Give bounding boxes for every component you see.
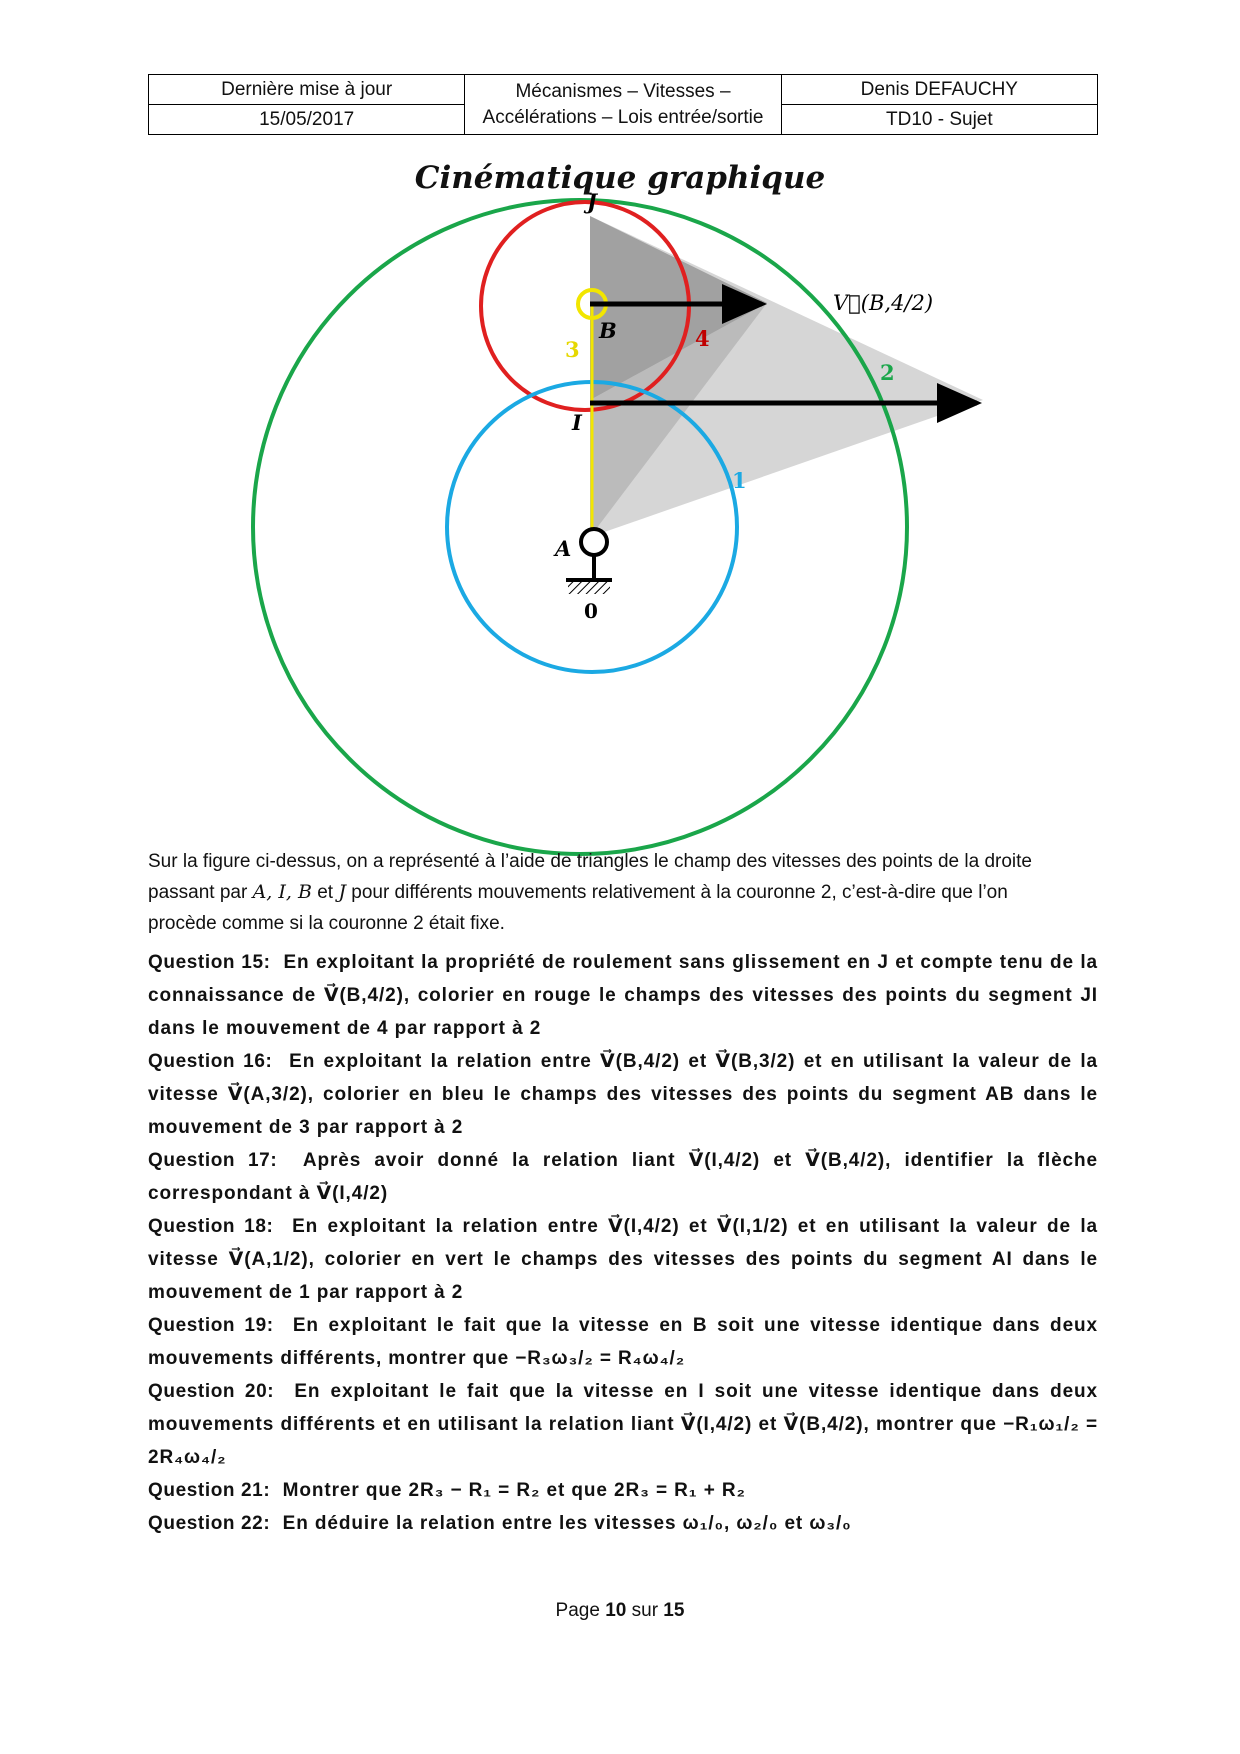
kinematics-figure xyxy=(0,0,1240,860)
label-ground: 0 xyxy=(584,599,598,623)
questions-list xyxy=(148,946,1098,1540)
label-b: B xyxy=(599,318,617,343)
question-17: Question 17: Après avoir donné la relation liant V⃗(I,4/2) et V⃗(B,4/2), identifier la flèche correspondant à V⃗(I,4/2) xyxy=(148,1150,1098,1204)
question-22: Question 22: En déduire la relation entre les vitesses ω₁/₀, ω₂/₀ et ω₃/₀ xyxy=(148,1513,852,1534)
label-a: A xyxy=(555,536,572,561)
header-date: 15/05/2017 xyxy=(149,105,465,135)
page-number: 10 xyxy=(605,1600,627,1621)
page-footer: Page 10 sur 15 xyxy=(555,1600,685,1621)
header-updated-label: Dernière mise à jour xyxy=(149,75,465,105)
question-21: Question 21: Montrer que 2R₃ − R₁ = R₂ et que 2R₃ = R₁ + R₂ xyxy=(148,1480,746,1501)
page-total: 15 xyxy=(663,1600,685,1621)
intro-line-1: Sur la figure ci-dessus, on a représenté à l’aide de triangles le champ des vitesses des points de la droite xyxy=(148,851,1032,872)
header-doc: TD10 - Sujet xyxy=(781,105,1097,135)
question-19: Question 19: En exploitant le fait que la vitesse en B soit une vitesse identique dans deux mouvements différents, montrer que −R₃ω₃/₂ = R₄ω₄/₂ xyxy=(148,1315,1099,1369)
header-subject-line2: Accélérations – Lois entrée/sortie xyxy=(482,106,764,128)
page-title: Cinématique graphique xyxy=(414,160,826,196)
label-part-4: 4 xyxy=(695,326,710,351)
header-author: Denis DEFAUCHY xyxy=(781,75,1097,105)
intro-line-3: procède comme si la couronne 2 était fixe. xyxy=(148,913,505,934)
label-part-1: 1 xyxy=(732,468,747,493)
label-part-3: 3 xyxy=(565,337,580,362)
intro-line-2: passant par A, I, B et J pour différents mouvements relativement à la couronne 2, c’est-à-dire que l’on xyxy=(148,881,1008,903)
label-vector-b: V⃗(B,4/2) xyxy=(833,291,934,315)
ground-hatch xyxy=(568,582,610,594)
label-part-2: 2 xyxy=(880,360,895,385)
question-15: Question 15: En exploitant la propriété de roulement sans glissement en J et compte tenu de la connaissance de V⃗(B,4/2), colorier en rouge le champs des vitesses des points du segment JI dans le mouvement de 4 par rapport à 2 xyxy=(148,952,1099,1039)
intro-paragraph xyxy=(148,846,1098,939)
question-18: Question 18: En exploitant la relation entre V⃗(I,4/2) et V⃗(I,1/2) et en utilisant la valeur de la vitesse V⃗(A,1/2), colorier en vert le champs des vitesses des points du segment AI dans le mouvement de 1 par rapport à 2 xyxy=(148,1216,1099,1303)
header-subject-line1: Mécanismes – Vitesses – xyxy=(515,80,731,102)
label-i: I xyxy=(572,410,582,435)
label-j: J xyxy=(587,189,597,214)
question-16: Question 16: En exploitant la relation entre V⃗(B,4/2) et V⃗(B,3/2) et en utilisant la valeur de la vitesse V⃗(A,3/2), colorier en bleu le champs des vitesses des points du segment AB dans le mouvement de 3 par rapport à 2 xyxy=(148,1051,1098,1138)
pivot-a xyxy=(581,529,607,555)
question-20: Question 20: En exploitant le fait que la vitesse en I soit une vitesse identique dans deux mouvements différents et en utilisant la relation liant V⃗(I,4/2) et V⃗(B,4/2), montrer que −R₁ω₁/₂ = 2R₄ω₄/₂ xyxy=(148,1381,1099,1468)
